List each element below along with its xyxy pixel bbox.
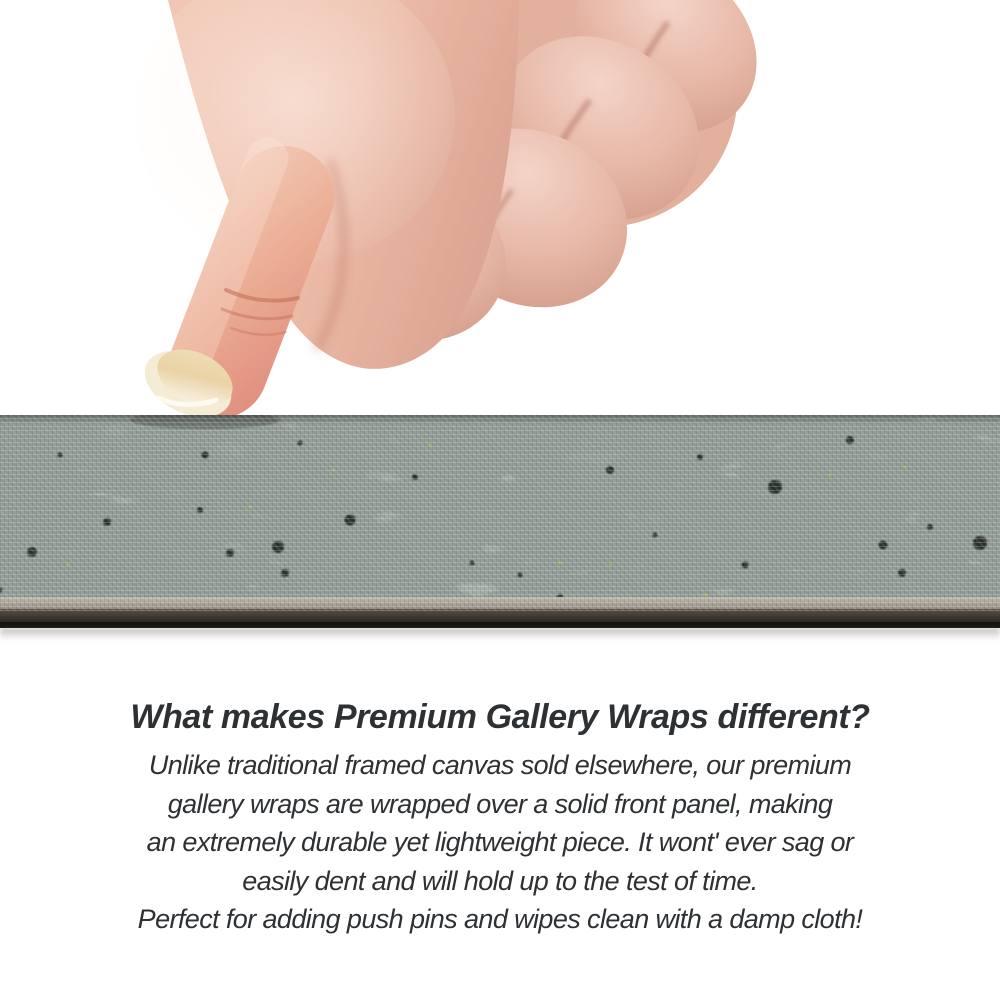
canvas-texture: [0, 415, 1000, 628]
body-line-1: Unlike traditional framed canvas sold elsewhere, our premium: [148, 750, 852, 780]
canvas-back-edge: [0, 609, 1000, 624]
body-line-4: easily dent and will hold up to the test of time.: [242, 865, 758, 896]
canvas-fold-edge: [0, 597, 1000, 611]
hand-photo: [0, 0, 1000, 421]
marketing-copy: [0, 698, 1000, 939]
strip-drop-shadow: [0, 628, 1000, 640]
body-line-5: Perfect for adding push pins and wipes clean with a damp cloth!: [137, 904, 863, 934]
hand-pressing-canvas-illustration: [0, 0, 1000, 421]
body-line-2: gallery wraps are wrapped over a solid front panel, making: [167, 788, 833, 819]
headline: What makes Premium Gallery Wraps different?: [130, 698, 870, 736]
canvas-edge-strip: [0, 415, 1000, 628]
body-line-3: an extremely durable yet lightweight piece. It wont' ever sag or: [146, 827, 854, 857]
